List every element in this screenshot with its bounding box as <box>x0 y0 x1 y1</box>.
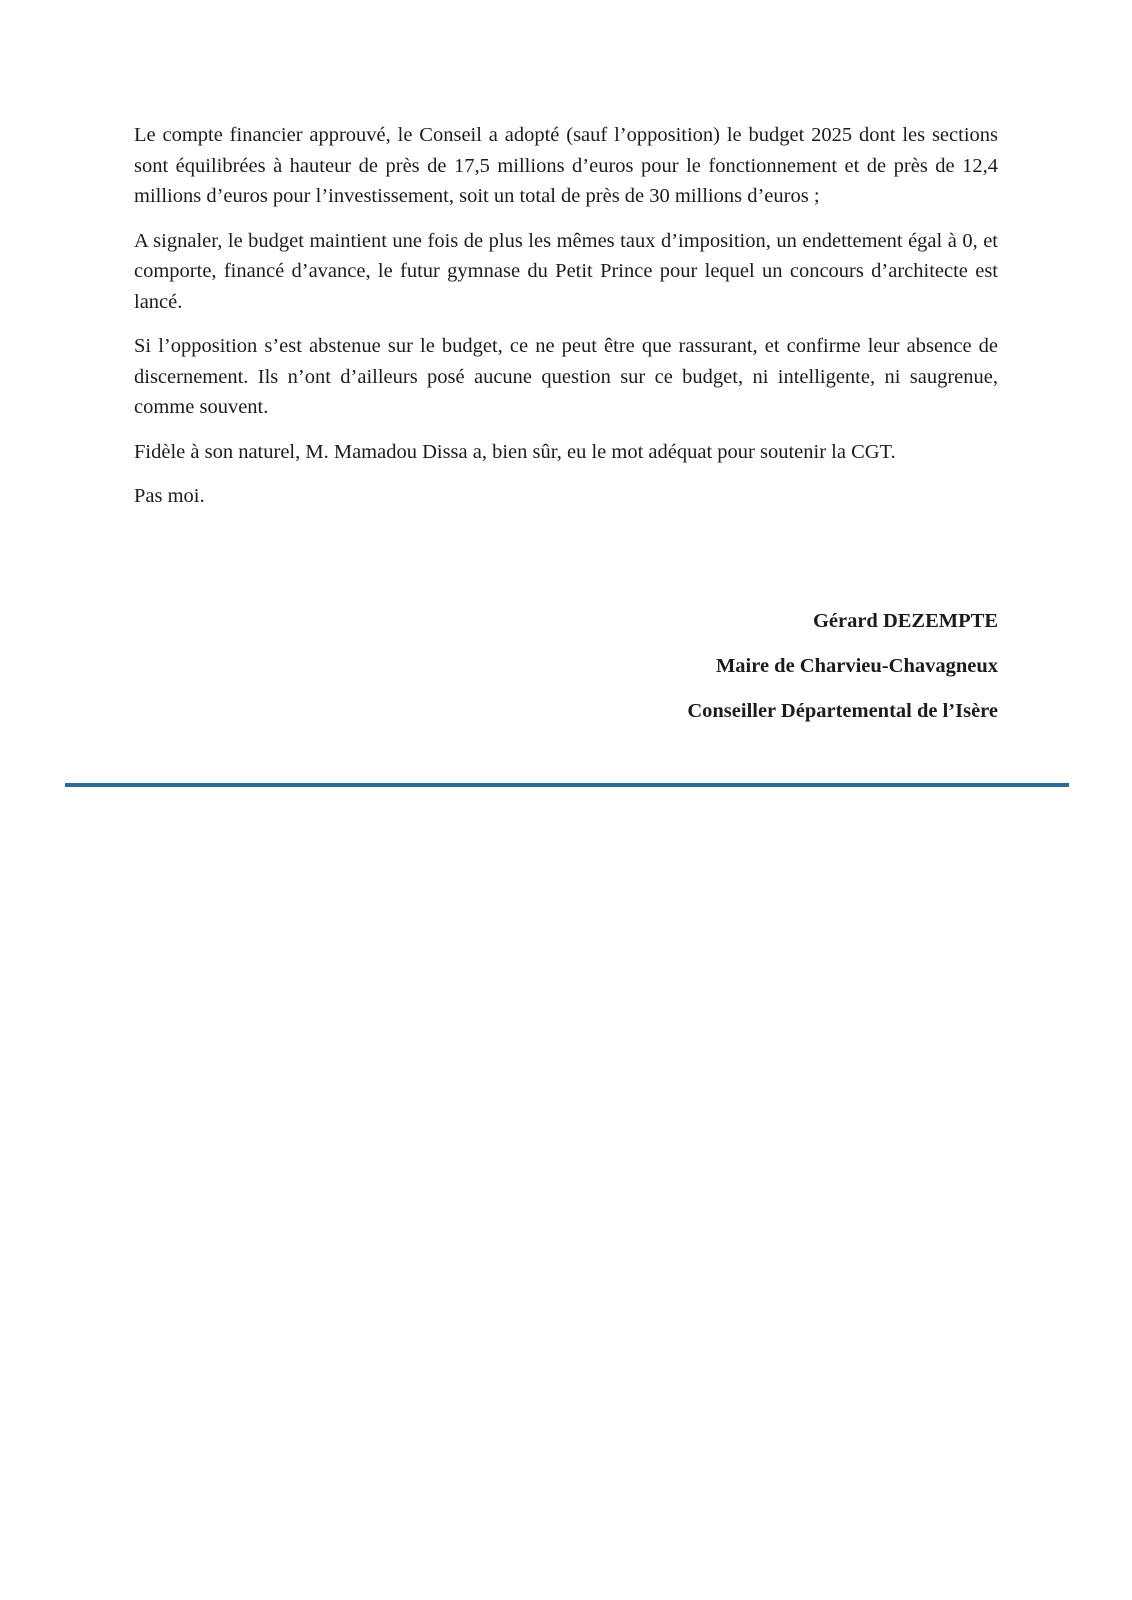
horizontal-rule <box>65 783 1069 787</box>
paragraph-budget-adopted: Le compte financier approuvé, le Conseil a adopté (sauf l’opposition) le budget 2025 dont les sections sont équilibrées à hauteur de près de 17,5 millions d’euros pour le fonctionnement et de près de 12,4 millions d’euros pour l’investissement, soit un total de près de 30 millions d’euros ; <box>134 124 998 207</box>
paragraph-cgt: Fidèle à son naturel, M. Mamadou Dissa a, bien sûr, eu le mot adéquat pour soutenir la CGT. <box>134 440 896 463</box>
signature-block <box>687 606 998 741</box>
signature-title-councillor: Conseiller Départemental de l’Isère <box>687 700 998 722</box>
paragraph-tax-rates: A signaler, le budget maintient une fois de plus les mêmes taux d’imposition, un endettement égal à 0, et comporte, financé d’avance, le futur gymnase du Petit Prince pour lequel un concours d’architecte est lancé. <box>134 229 998 313</box>
signature-title-mayor: Maire de Charvieu-Chavagneux <box>715 655 998 677</box>
signature-name: Gérard DEZEMPTE <box>812 610 998 632</box>
paragraph-pas-moi: Pas moi. <box>134 485 205 507</box>
document-body <box>134 120 998 526</box>
paragraph-opposition: Si l’opposition s’est abstenue sur le budget, ce ne peut être que rassurant, et confirme leur absence de discernement. Ils n’ont d’ailleurs posé aucune question sur ce budget, ni intelligente, ni saugrenue, comme souvent. <box>134 335 998 418</box>
